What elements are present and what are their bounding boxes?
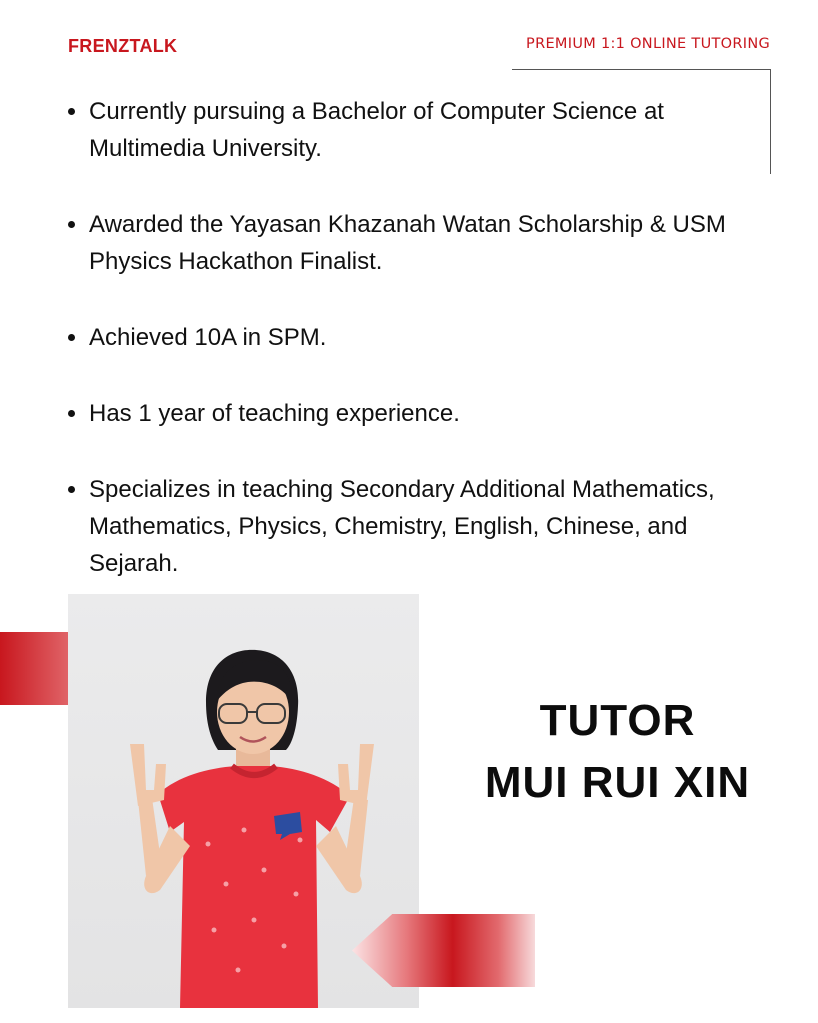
highlight-spm: Achieved 10A in SPM. <box>66 319 756 356</box>
decorative-line-vertical <box>770 69 771 174</box>
tutor-highlights-list <box>66 93 756 621</box>
highlight-education: Currently pursuing a Bachelor of Computer Science at Multimedia University. <box>66 93 756 167</box>
tagline: PREMIUM 1:1 ONLINE TUTORING <box>526 36 770 52</box>
brand-name: FRENZTALK <box>68 36 178 56</box>
tutor-name: MUI RUI XIN <box>484 758 751 807</box>
tutor-label: TUTOR <box>539 696 696 745</box>
tutor-heading <box>470 690 765 814</box>
highlight-experience: Has 1 year of teaching experience. <box>66 395 756 432</box>
highlight-subjects: Specializes in teaching Secondary Additional Mathematics, Mathematics, Physics, Chemistry, English, Chinese, and Sejarah. <box>66 471 756 582</box>
decorative-line-horizontal <box>512 69 771 70</box>
highlight-awards: Awarded the Yayasan Khazanah Watan Scholarship & USM Physics Hackathon Finalist. <box>66 206 756 280</box>
